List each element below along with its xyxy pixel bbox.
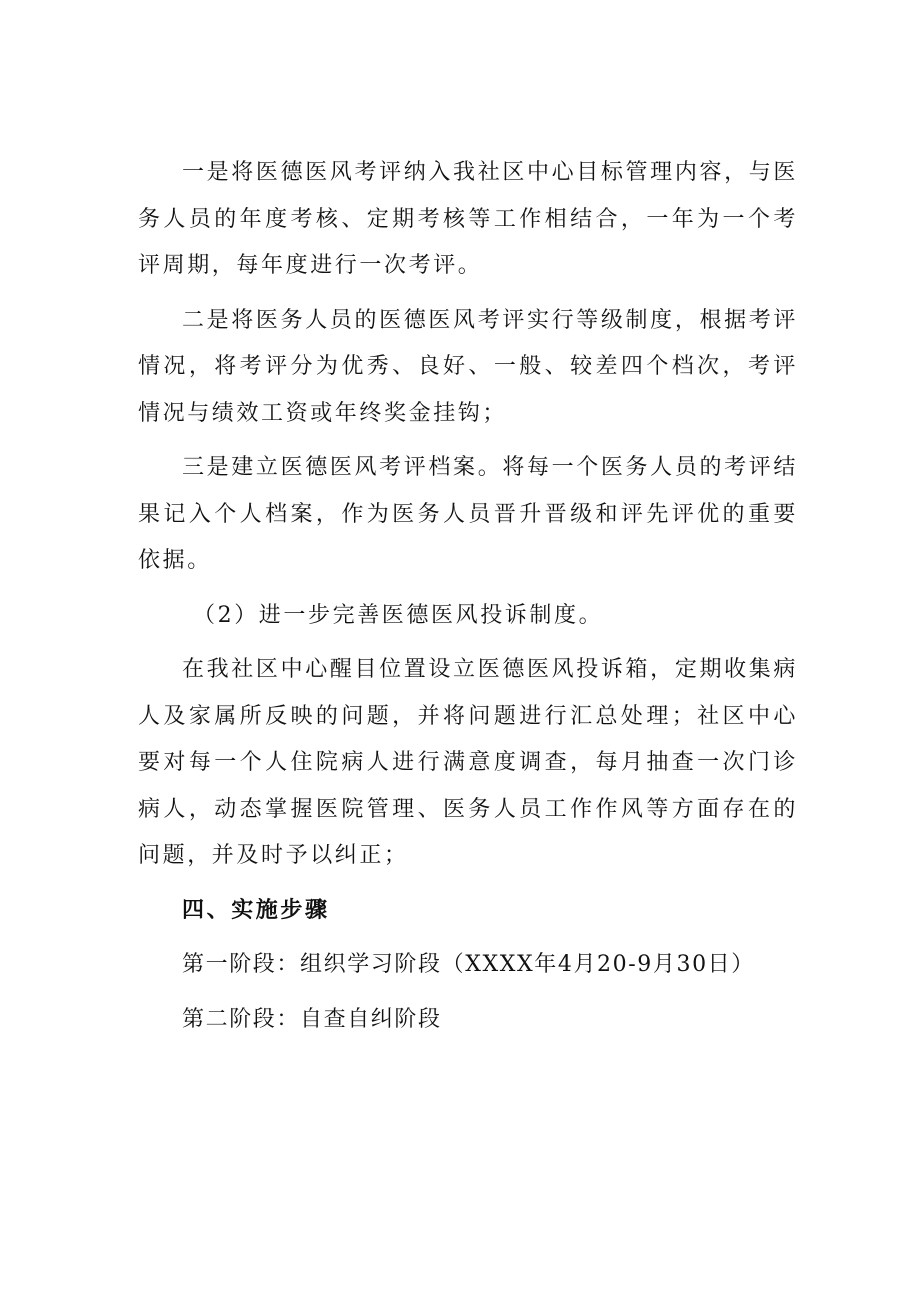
paragraph-complaint-box: 在我社区中心醒目位置设立医德医风投诉箱，定期收集病人及家属所反映的问题，并将问题进行汇总处理；社区中心要对每一个人住院病人进行满意度调查，每月抽查一次门诊病人，动态掌握医院管理、医务人员工作作风等方面存在的问题，并及时予以纠正；	[138, 657, 798, 868]
subheading-complaint-system: （2）进一步完善医德医风投诉制度。	[193, 602, 604, 628]
paragraph-evaluation-archive: 三是建立医德医风考评档案。将每一个医务人员的考评结果记入个人档案，作为医务人员晋升晋级和评先评优的重要依据。	[138, 455, 798, 573]
paragraph-grading-system: 二是将医务人员的医德医风考评实行等级制度，根据考评情况，将考评分为优秀、良好、一般、较差四个档次，考评情况与绩效工资或年终奖金挂钩；	[138, 307, 798, 426]
step-phase-two: 第二阶段：自查自纠阶段	[182, 1006, 442, 1032]
paragraph-evaluation-cycle: 一是将医德医风考评纳入我社区中心目标管理内容，与医务人员的年度考核、定期考核等工作相结合，一年为一个考评周期，每年度进行一次考评。	[138, 160, 798, 278]
document-body	[138, 150, 798, 1051]
section-heading-implementation-steps: 四、实施步骤	[182, 897, 330, 923]
step-phase-one: 第一阶段：组织学习阶段（XXXX年4月20-9月30日）	[182, 952, 755, 977]
